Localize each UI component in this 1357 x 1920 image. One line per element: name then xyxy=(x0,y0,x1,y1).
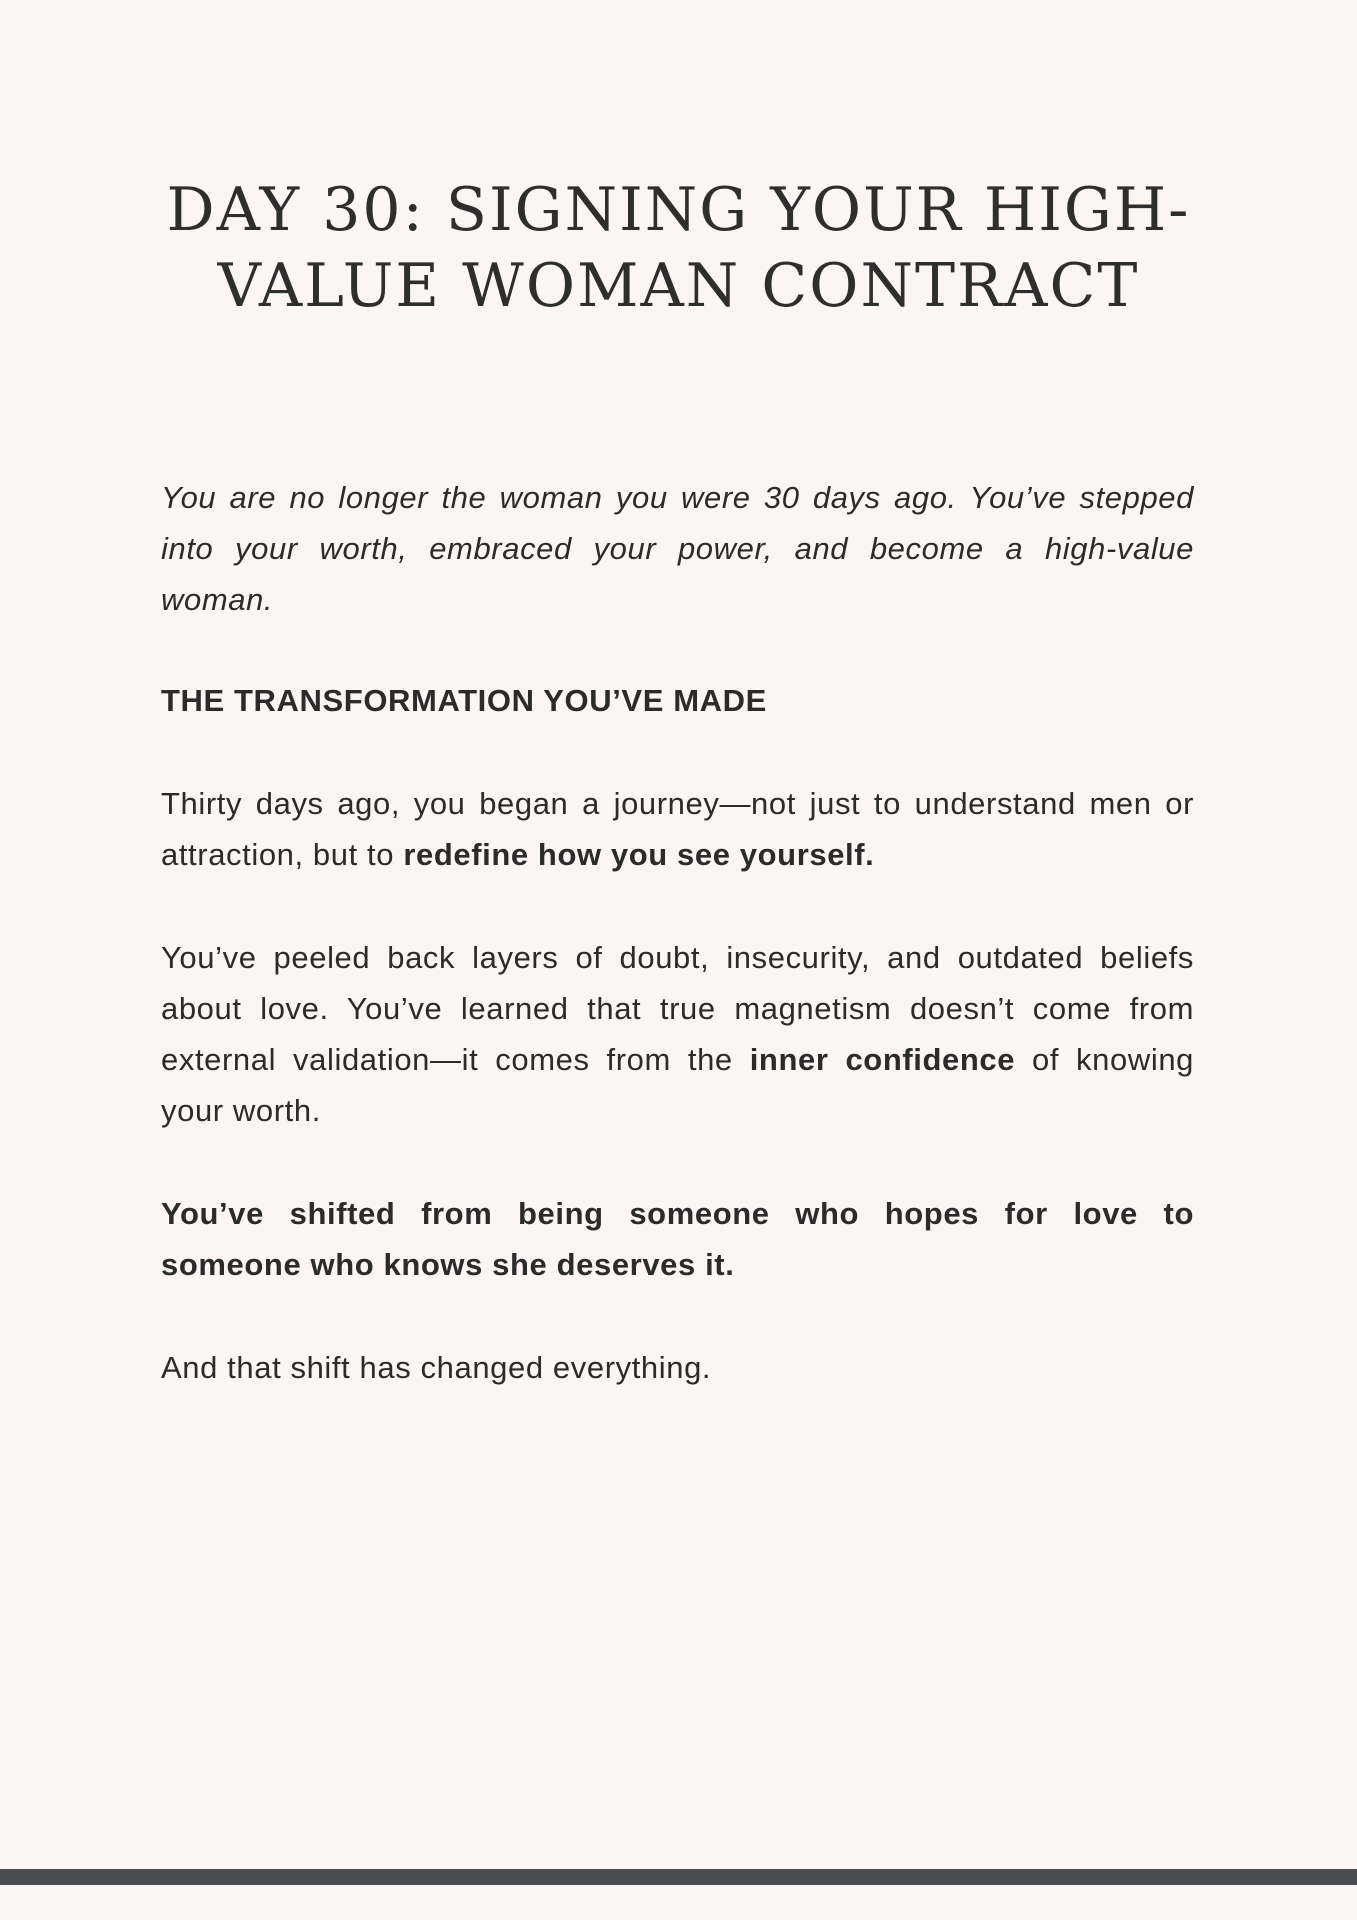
paragraph-layers-text-before: You’ve peeled back layers of doubt, insecurity, and outdated beliefs about love. You’ve learned that true magnetism doesn’t come from external validation—it comes from the xyxy=(161,940,1194,1077)
intro-paragraph: You are no longer the woman you were 30 days ago. You’ve stepped into your worth, embraced your power, and become a high-value woman. xyxy=(161,480,1194,617)
page-title-line-1: DAY 30: SIGNING YOUR HIGH- xyxy=(166,175,1191,245)
paragraph-journey xyxy=(161,778,1194,880)
paragraph-layers xyxy=(161,932,1194,1136)
paragraph-journey-emphasis: redefine how you see yourself. xyxy=(403,837,875,872)
paragraph-journey-text: Thirty days ago, you began a journey—not just to understand men or attraction, but to xyxy=(161,786,1194,872)
section-heading: THE TRANSFORMATION YOU’VE MADE xyxy=(161,683,767,718)
page-title-line-2: VALUE WOMAN CONTRACT xyxy=(217,251,1140,321)
paragraph-closing: And that shift has changed everything. xyxy=(161,1350,712,1385)
paragraph-layers-text-after: of knowing your worth. xyxy=(161,1042,1194,1128)
footer-bar xyxy=(0,1869,1357,1885)
page-title xyxy=(100,172,1257,324)
paragraph-shift-statement: You’ve shifted from being someone who hopes for love to someone who knows she deserves it. xyxy=(161,1196,1194,1282)
body-content xyxy=(161,472,1194,1393)
paragraph-layers-emphasis: inner confidence xyxy=(749,1042,1016,1077)
